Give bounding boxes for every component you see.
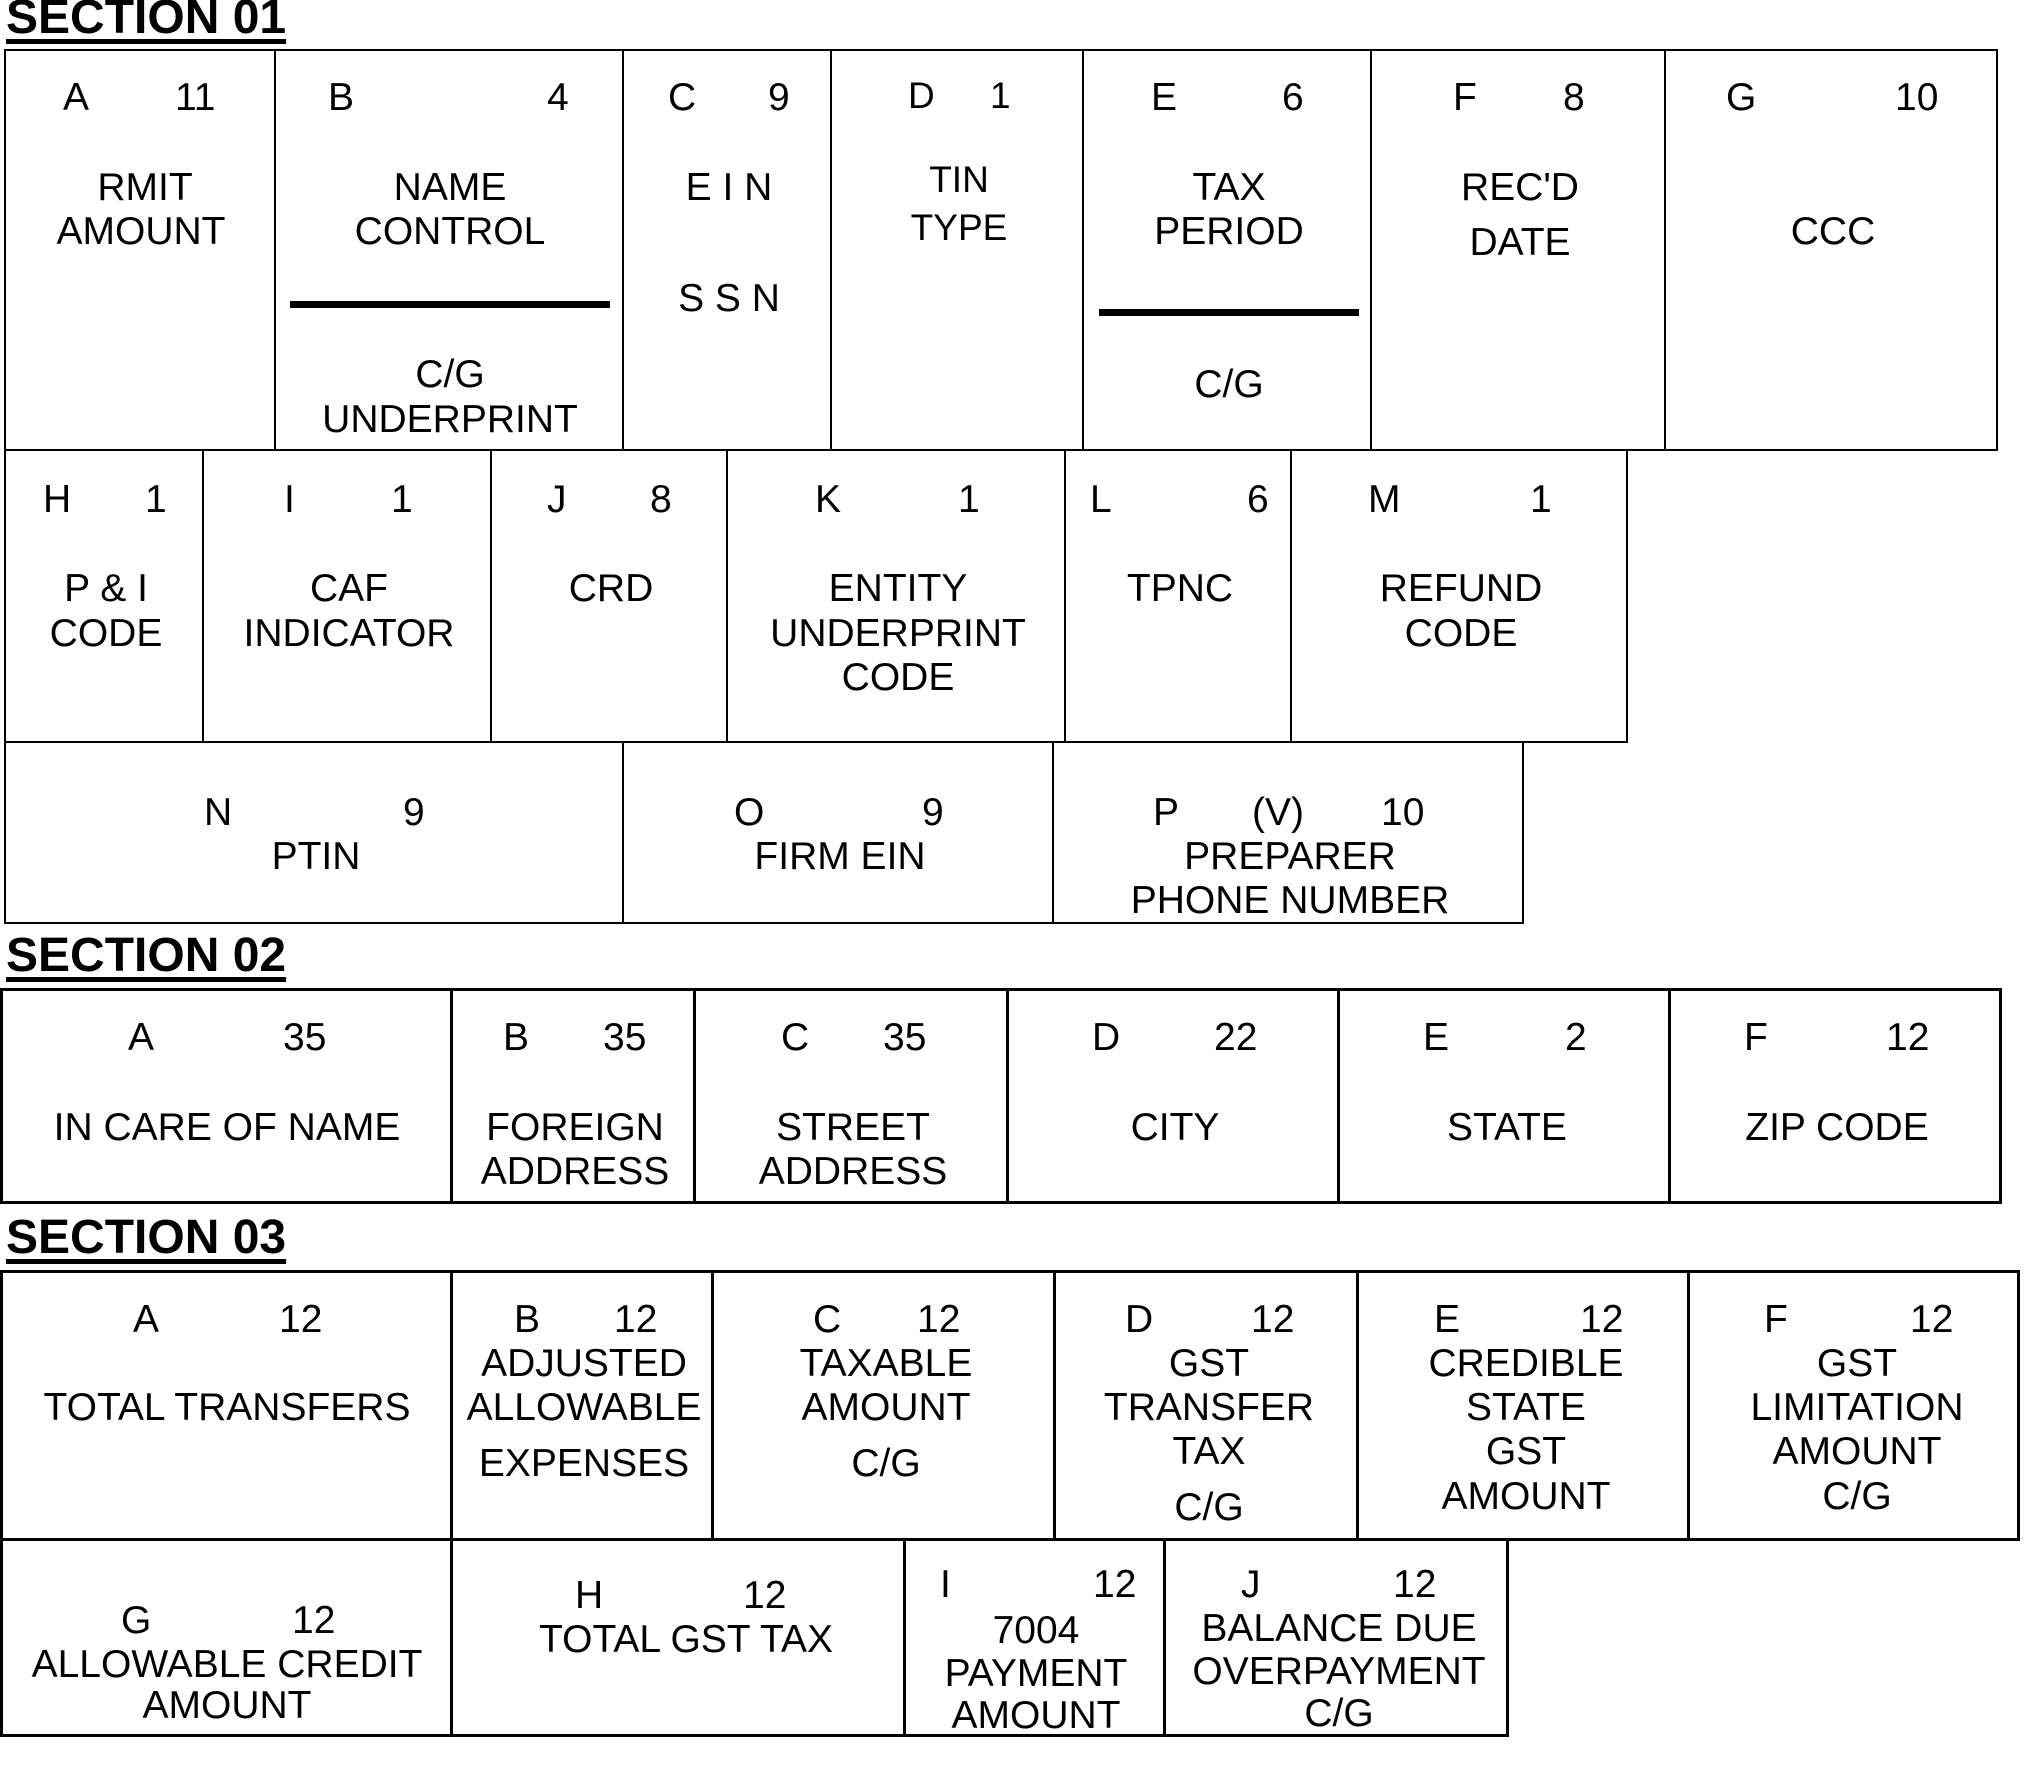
field-label-line: TIN [929,159,989,200]
field-letter: D [908,75,935,116]
field-size: 12 [743,1574,787,1617]
field-label-line: S S N [678,277,780,320]
field-letter: N [204,791,233,834]
field-label-line: ADJUSTED [481,1342,687,1385]
field-letter: G [121,1599,152,1642]
field-label-line: TYPE [910,207,1008,248]
field-label-line: GST [1485,1430,1567,1473]
field-label-line: CODE [1404,612,1518,655]
field-size: 35 [283,1016,327,1059]
field-size: 12 [1886,1016,1930,1059]
field-label-line: P & I [64,567,148,610]
field-label-line: AMOUNT [1772,1430,1942,1473]
field-label-line: FIRM EIN [754,835,926,878]
field-label-line: REFUND [1379,567,1543,610]
field-size: 12 [292,1599,336,1642]
field-size: 9 [403,791,425,834]
field-label-line: DATE [1469,221,1571,264]
divider-rule [1099,309,1359,316]
field-size: 1 [958,478,980,521]
field-letter: E [1423,1016,1450,1059]
field-letter: F [1453,76,1477,119]
section-01-title: SECTION 01 [6,0,287,44]
field-size: 11 [175,76,216,119]
field-label-line: ZIP CODE [1745,1106,1929,1149]
field-label-line: CODE [841,656,955,699]
field-letter: K [815,478,842,521]
field-letter: E [1151,76,1178,119]
field-letter: B [328,76,355,119]
field-label-line: AMOUNT [142,1684,312,1727]
field-letter: D [1092,1016,1121,1059]
field-letter: C [668,76,697,119]
field-label-line: STATE [1466,1386,1586,1429]
field-label-line: ALLOWABLE [466,1386,702,1429]
field-size: 10 [1381,791,1425,834]
field-letter: I [940,1563,951,1606]
field-label-line: STREET [776,1106,930,1149]
field-size: 12 [1580,1298,1624,1341]
field-size: 6 [1247,478,1269,521]
field-label-line: STATE [1447,1106,1567,1149]
field-label-line: TAX [1192,166,1266,209]
field-box-02-a [0,988,453,1204]
field-label-line: C/G [851,1442,921,1485]
field-letter: L [1090,478,1112,521]
field-label-line: ADDRESS [758,1150,948,1193]
field-size: 1 [391,478,413,521]
field-label-line: C/G [415,353,485,396]
field-size: 9 [922,791,944,834]
field-label-line: RMIT [97,166,193,209]
field-label-line: PERIOD [1154,210,1304,253]
field-label-line: E I N [685,166,773,209]
field-size: 12 [1910,1298,1954,1341]
divider-rule [290,301,610,308]
field-label-line: AMOUNT [801,1386,971,1429]
field-size: 1 [990,75,1011,116]
field-letter: B [514,1298,541,1341]
field-label-line: BALANCE DUE [1201,1607,1477,1650]
field-label-line: UNDERPRINT [770,612,1026,655]
field-label-line: PAYMENT [944,1652,1128,1695]
field-size: 8 [1563,76,1585,119]
field-size: 8 [650,478,672,521]
field-label-line: TAXABLE [799,1342,973,1385]
field-letter: I [284,478,295,521]
field-label-line: GST [1816,1342,1898,1385]
section-03-title: SECTION 03 [6,1211,287,1264]
field-letter: E [1434,1298,1461,1341]
field-size: 35 [603,1016,647,1059]
field-box-01-c [622,49,832,451]
field-box-01-o [622,741,1054,924]
section-02-title: SECTION 02 [6,929,287,982]
field-letter: A [128,1016,155,1059]
field-letter: F [1764,1298,1788,1341]
field-label-line: C/G [1194,363,1264,406]
field-label-line: FOREIGN [486,1106,664,1149]
field-label-line: CCC [1790,210,1876,253]
field-size: 12 [1393,1563,1437,1606]
field-label-line: CODE [49,612,163,655]
field-label-line: ADDRESS [480,1150,670,1193]
field-size: 2 [1565,1016,1587,1059]
field-label-line: C/G [1304,1692,1374,1735]
field-size: 4 [547,76,569,119]
field-letter: M [1368,478,1401,521]
field-label-line: TPNC [1126,567,1234,610]
field-label-line: TOTAL TRANSFERS [43,1386,411,1429]
field-label-line: ENTITY [828,567,968,610]
field-label-line: REC'D [1461,166,1579,209]
field-label-line: CRD [568,567,654,610]
field-box-02-f [1668,988,2002,1204]
field-label-line: OVERPAYMENT [1192,1650,1486,1693]
field-letter: B [503,1016,530,1059]
field-size: 9 [768,76,790,119]
field-letter: C [781,1016,810,1059]
field-size: 6 [1282,76,1304,119]
field-label-line: CONTROL [354,210,546,253]
field-size: 12 [917,1298,961,1341]
field-label-line: AMOUNT [1441,1475,1611,1518]
field-box-01-n [4,741,624,924]
field-letter: G [1726,76,1757,119]
field-size: 12 [1251,1298,1295,1341]
field-label-line: AMOUNT [56,210,226,253]
field-letter: J [547,478,567,521]
field-label-line: 7004 [992,1609,1080,1652]
field-letter: A [133,1298,160,1341]
field-size: 12 [1093,1563,1137,1606]
field-label-line: GST [1168,1342,1250,1385]
field-letter: D [1125,1298,1154,1341]
field-letter: P [1153,791,1180,834]
field-label-line: TAX [1172,1430,1246,1473]
field-box-02-e [1337,988,1671,1204]
field-label-line: PHONE NUMBER [1130,879,1450,922]
field-letter: A [63,76,90,119]
field-label-line: CITY [1130,1106,1220,1149]
field-label-line: INDICATOR [243,612,455,655]
field-label-line: CREDIBLE [1428,1342,1624,1385]
field-box-01-d [830,49,1084,451]
field-label-line: PREPARER [1184,835,1396,878]
field-label-line: C/G [1822,1475,1892,1518]
field-box-02-d [1006,988,1340,1204]
field-size: 22 [1214,1016,1258,1059]
field-letter: H [43,478,72,521]
field-label-line: IN CARE OF NAME [53,1106,401,1149]
field-size: 1 [145,478,167,521]
field-label-line: C/G [1174,1486,1244,1529]
field-note: (V) [1252,791,1304,834]
field-label-line: LIMITATION [1750,1386,1964,1429]
field-size: 35 [883,1016,927,1059]
field-letter: H [575,1574,604,1617]
field-size: 12 [279,1298,323,1341]
field-letter: C [813,1298,842,1341]
field-label-line: AMOUNT [951,1694,1121,1737]
field-label-line: TOTAL GST TAX [538,1618,834,1661]
field-label-line: EXPENSES [478,1442,690,1485]
field-label-line: ALLOWABLE CREDIT [31,1643,423,1686]
field-label-line: CAF [310,567,388,610]
field-label-line: PTIN [271,835,361,878]
field-size: 1 [1530,478,1552,521]
field-label-line: TRANSFER [1103,1386,1315,1429]
field-label-line: NAME [393,166,507,209]
field-size: 12 [614,1298,658,1341]
field-label-line: UNDERPRINT [322,398,578,441]
field-letter: O [734,791,765,834]
field-size: 10 [1895,76,1939,119]
field-letter: F [1744,1016,1768,1059]
field-letter: J [1241,1563,1261,1606]
